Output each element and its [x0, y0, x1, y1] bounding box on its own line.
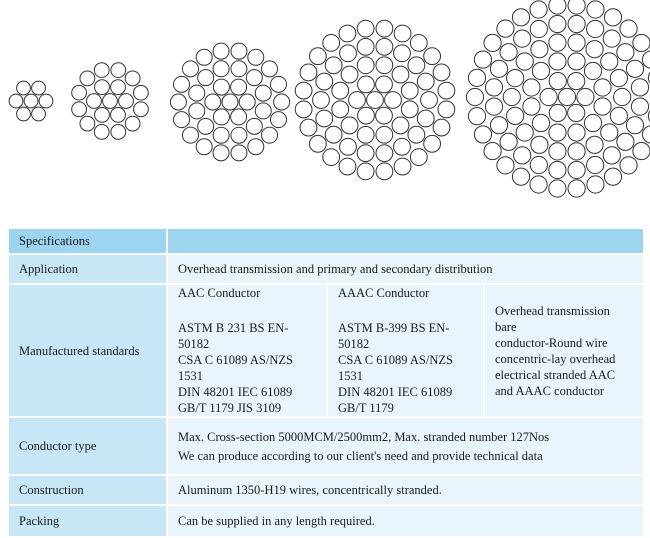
wire-strand	[610, 70, 627, 87]
wire-strand	[474, 51, 491, 68]
wire-strand	[568, 180, 585, 197]
wire-strand	[549, 180, 566, 197]
aac-standard-line: CSA C 61089 AS/NZS 1531	[178, 353, 293, 383]
wire-strand	[594, 79, 611, 96]
wire-strand	[433, 64, 450, 81]
wire-strand	[300, 119, 317, 136]
wire-strand	[72, 102, 87, 117]
wire-strand	[222, 94, 238, 110]
wire-strand	[530, 176, 547, 193]
cross-section-61-wire	[295, 20, 455, 180]
wire-strand	[523, 79, 540, 96]
wire-strand	[17, 107, 31, 121]
conductor-cross-sections	[0, 0, 650, 205]
specifications-table	[7, 227, 645, 538]
wire-strand	[485, 79, 502, 96]
wire-strand	[531, 136, 548, 153]
wire-strand	[568, 53, 585, 70]
packing-label: Packing	[8, 505, 167, 537]
wire-strand	[111, 63, 126, 78]
aac-standards-cell	[167, 284, 327, 417]
wire-strand	[394, 138, 411, 155]
wire-strand	[339, 158, 356, 175]
conductor-type-line: Max. Cross-section 5000MCM/2500mm2, Max. stranded number 127Nos	[178, 429, 550, 444]
header-row	[8, 228, 644, 254]
specifications-header-fill	[167, 228, 644, 254]
wire-strand	[497, 157, 514, 174]
wire-strand	[341, 66, 358, 83]
wire-strand	[568, 124, 585, 141]
wire-strand	[626, 60, 643, 77]
wire-strand	[530, 1, 547, 18]
wire-strand	[507, 107, 524, 124]
aac-title: AAC Conductor	[178, 286, 261, 300]
application-value: Overhead transmission and primary and secondary distribution	[167, 254, 644, 284]
wire-strand	[408, 126, 425, 143]
aac-standard-line: ASTM B 231 BS EN-50182	[178, 321, 289, 351]
wire-strand	[95, 107, 110, 122]
wire-strand	[568, 0, 585, 14]
wire-strand	[316, 110, 333, 127]
wire-strand	[134, 102, 149, 117]
conductor-type-line: We can produce according to our client's need and provide technical data	[178, 448, 543, 463]
aaac-standards-cell	[327, 284, 484, 417]
wire-strand	[604, 168, 621, 185]
wire-strand	[631, 98, 648, 115]
wire-strand	[103, 94, 118, 109]
wire-strand	[620, 20, 637, 37]
application-label: Application	[8, 254, 167, 284]
wire-strand	[568, 15, 585, 32]
application-row	[8, 254, 644, 284]
wire-strand	[516, 124, 533, 141]
wire-strand	[604, 9, 621, 26]
wire-strand	[72, 85, 87, 100]
wire-strand	[316, 73, 333, 90]
standards-row	[8, 284, 644, 417]
wire-strand	[401, 101, 418, 118]
wire-strand	[270, 76, 286, 92]
wire-strand	[87, 94, 102, 109]
wire-strand	[32, 81, 46, 95]
wire-strand	[300, 64, 317, 81]
wire-strand	[532, 114, 549, 131]
wire-strand	[468, 108, 485, 125]
aaac-standard-line: CSA C 61089 AS/NZS 1531	[338, 353, 453, 383]
standards-label: Manufactured standards	[8, 284, 167, 417]
wire-strand	[196, 139, 212, 155]
wire-strand	[601, 124, 618, 141]
wire-strand	[424, 135, 441, 152]
cross-section-91-wire	[466, 0, 650, 197]
aaac-standard-line: DIN 48201 IEC 61089	[338, 385, 453, 399]
wire-strand	[614, 88, 631, 105]
description-line: conductor-Round wire	[495, 335, 608, 350]
wire-strand	[32, 107, 46, 121]
wire-strand	[594, 98, 611, 115]
wire-strand	[255, 85, 271, 101]
wire-strand	[213, 109, 229, 125]
wire-strand	[205, 94, 221, 110]
wire-strand	[80, 116, 95, 131]
wire-strand	[503, 88, 520, 105]
wire-strand	[466, 88, 483, 105]
wire-strand	[95, 80, 110, 95]
wire-strand	[587, 176, 604, 193]
wire-strand	[332, 101, 349, 118]
wire-strand	[125, 71, 140, 86]
wire-strand	[358, 76, 375, 93]
wire-strand	[174, 112, 190, 128]
wire-strand	[134, 85, 149, 100]
wire-strand	[309, 135, 326, 152]
wire-strand	[586, 41, 603, 58]
description-line: electrical stranded AAC	[495, 367, 616, 382]
wire-strand	[421, 92, 438, 109]
description-line: concentric-lay overhead	[495, 351, 616, 366]
wire-strand	[549, 104, 566, 121]
wire-strand	[189, 103, 205, 119]
wire-strand	[248, 49, 264, 65]
conductor-type-label: Conductor type	[8, 417, 167, 475]
wire-strand	[213, 145, 229, 161]
wire-strand	[246, 70, 262, 86]
wire-strand	[9, 94, 23, 108]
wire-strand	[111, 107, 126, 122]
wire-strand	[549, 34, 566, 51]
wire-strand	[490, 117, 507, 134]
aac-standard-line: GB/T 1179 JIS 3109	[178, 401, 282, 415]
wire-strand	[231, 61, 247, 77]
wire-strand	[558, 88, 575, 105]
wire-strand	[516, 53, 533, 70]
wire-strand	[174, 76, 190, 92]
wire-strand	[213, 43, 229, 59]
wire-strand	[500, 44, 517, 61]
wire-strand	[111, 80, 126, 95]
wire-strand	[500, 133, 517, 150]
wire-strand	[376, 126, 393, 143]
wire-strand	[213, 61, 229, 77]
wire-strand	[587, 20, 604, 37]
wire-strand	[474, 126, 491, 143]
wire-strand	[376, 107, 393, 124]
wire-strand	[468, 69, 485, 86]
wire-strand	[262, 61, 278, 77]
wire-strand	[484, 142, 501, 159]
wire-strand	[512, 9, 529, 26]
packing-row	[8, 505, 644, 537]
wire-strand	[376, 38, 393, 55]
wire-strand	[80, 71, 95, 86]
wire-strand	[424, 48, 441, 65]
wire-strand	[610, 107, 627, 124]
wire-strand	[497, 20, 514, 37]
wire-strand	[262, 127, 278, 143]
wire-strand	[584, 114, 601, 131]
wire-strand	[568, 143, 585, 160]
wire-strand	[514, 147, 531, 164]
cross-section-19-wire	[72, 63, 149, 140]
wire-strand	[357, 126, 374, 143]
wire-strand	[549, 143, 566, 160]
construction-value: Aluminum 1350-H19 wires, concentrically stranded.	[167, 475, 644, 505]
wire-strand	[392, 66, 409, 83]
wire-strand	[507, 70, 524, 87]
wire-strand	[531, 41, 548, 58]
specifications-header: Specifications	[8, 228, 167, 254]
wire-strand	[231, 109, 247, 125]
wire-strand	[549, 161, 566, 178]
construction-label: Construction	[8, 475, 167, 505]
wire-strand	[587, 1, 604, 18]
wire-strand	[376, 163, 393, 180]
wire-strand	[357, 57, 374, 74]
wire-strand	[394, 25, 411, 42]
wire-strand	[438, 101, 455, 118]
wire-strand	[309, 48, 326, 65]
wire-strand	[248, 139, 264, 155]
wire-strand	[568, 104, 585, 121]
wire-strand	[198, 70, 214, 86]
cross-section-7-wire	[9, 81, 53, 121]
wire-strand	[512, 168, 529, 185]
wire-strand	[213, 79, 229, 95]
wire-strand	[485, 98, 502, 115]
wire-strand	[620, 157, 637, 174]
wire-strand	[198, 118, 214, 134]
wire-strand	[438, 82, 455, 99]
wire-strand	[417, 110, 434, 127]
wire-strand	[633, 34, 650, 51]
wire-strand	[323, 34, 340, 51]
wire-strand	[246, 118, 262, 134]
construction-row	[8, 475, 644, 505]
wire-strand	[540, 88, 557, 105]
wire-strand	[196, 49, 212, 65]
wire-strand	[584, 62, 601, 79]
wire-strand	[530, 20, 547, 37]
wire-strand	[490, 60, 507, 77]
wire-strand	[295, 82, 312, 99]
wire-strand	[270, 112, 286, 128]
wire-strand	[617, 133, 634, 150]
wire-strand	[642, 51, 650, 68]
wire-strand	[568, 34, 585, 51]
wire-strand	[410, 34, 427, 51]
wire-strand	[586, 136, 603, 153]
wire-strand	[358, 107, 375, 124]
wire-strand	[17, 81, 31, 95]
wire-strand	[255, 103, 271, 119]
wire-strand	[339, 25, 356, 42]
wire-strand	[349, 92, 366, 109]
wire-strand	[170, 94, 186, 110]
wire-strand	[231, 127, 247, 143]
wire-strand	[239, 94, 255, 110]
wire-strand	[577, 88, 594, 105]
aac-standard-line: DIN 48201 IEC 61089	[178, 385, 293, 399]
wire-strand	[401, 82, 418, 99]
wire-strand	[549, 0, 566, 14]
wire-strand	[340, 45, 357, 62]
wire-strand	[119, 94, 134, 109]
wire-strand	[357, 20, 374, 37]
wire-strand	[325, 57, 342, 74]
wire-strand	[532, 62, 549, 79]
wire-strand	[549, 53, 566, 70]
wire-strand	[530, 156, 547, 173]
wire-strand	[376, 145, 393, 162]
wire-strand	[357, 38, 374, 55]
standards-description-cell	[484, 284, 644, 417]
wire-strand	[24, 94, 38, 108]
conductor-type-value	[167, 417, 644, 475]
wire-strand	[94, 125, 109, 140]
wire-strand	[617, 44, 634, 61]
wire-strand	[323, 149, 340, 166]
wire-strand	[417, 73, 434, 90]
wire-strand	[231, 79, 247, 95]
wire-strand	[274, 94, 290, 110]
wire-strand	[325, 126, 342, 143]
aaac-title: AAAC Conductor	[338, 286, 430, 300]
wire-strand	[568, 161, 585, 178]
wire-strand	[125, 116, 140, 131]
wire-strand	[626, 117, 643, 134]
wire-strand	[231, 43, 247, 59]
wire-strand	[394, 45, 411, 62]
wire-strand	[94, 63, 109, 78]
wire-strand	[601, 53, 618, 70]
aaac-standard-line: ASTM B-399 BS EN-50182	[338, 321, 450, 351]
wire-strand	[514, 30, 531, 47]
wire-strand	[408, 57, 425, 74]
wire-strand	[182, 127, 198, 143]
wire-strand	[111, 125, 126, 140]
wire-strand	[410, 149, 427, 166]
wire-strand	[376, 57, 393, 74]
wire-strand	[313, 92, 330, 109]
wire-strand	[340, 138, 357, 155]
wire-strand	[332, 82, 349, 99]
wire-strand	[376, 20, 393, 37]
wire-strand	[568, 72, 585, 89]
wire-strand	[484, 34, 501, 51]
wire-strand	[213, 127, 229, 143]
wire-strand	[549, 15, 566, 32]
wire-strand	[357, 145, 374, 162]
wire-strand	[603, 30, 620, 47]
aaac-standard-line: GB/T 1179	[338, 401, 394, 415]
wire-strand	[433, 119, 450, 136]
wire-strand	[385, 92, 402, 109]
wire-strand	[39, 94, 53, 108]
wire-strand	[189, 85, 205, 101]
description-line: and AAAC conductor	[495, 383, 605, 398]
conductor-type-row	[8, 417, 644, 475]
wire-strand	[394, 158, 411, 175]
wire-strand	[633, 142, 650, 159]
wire-strand	[357, 163, 374, 180]
wire-strand	[549, 72, 566, 89]
wire-strand	[367, 92, 384, 109]
description-line: Overhead transmission bare	[495, 303, 610, 334]
wire-strand	[341, 117, 358, 134]
wire-strand	[587, 156, 604, 173]
wire-strand	[549, 124, 566, 141]
wire-strand	[603, 147, 620, 164]
wire-strand	[376, 76, 393, 93]
wire-strand	[182, 61, 198, 77]
wire-strand	[631, 79, 648, 96]
wire-strand	[642, 126, 650, 143]
packing-value: Can be supplied in any length required.	[167, 505, 644, 537]
wire-strand	[295, 101, 312, 118]
wire-strand	[392, 117, 409, 134]
wire-strand	[231, 145, 247, 161]
wire-strand	[523, 98, 540, 115]
cross-section-37-wire	[170, 43, 289, 161]
